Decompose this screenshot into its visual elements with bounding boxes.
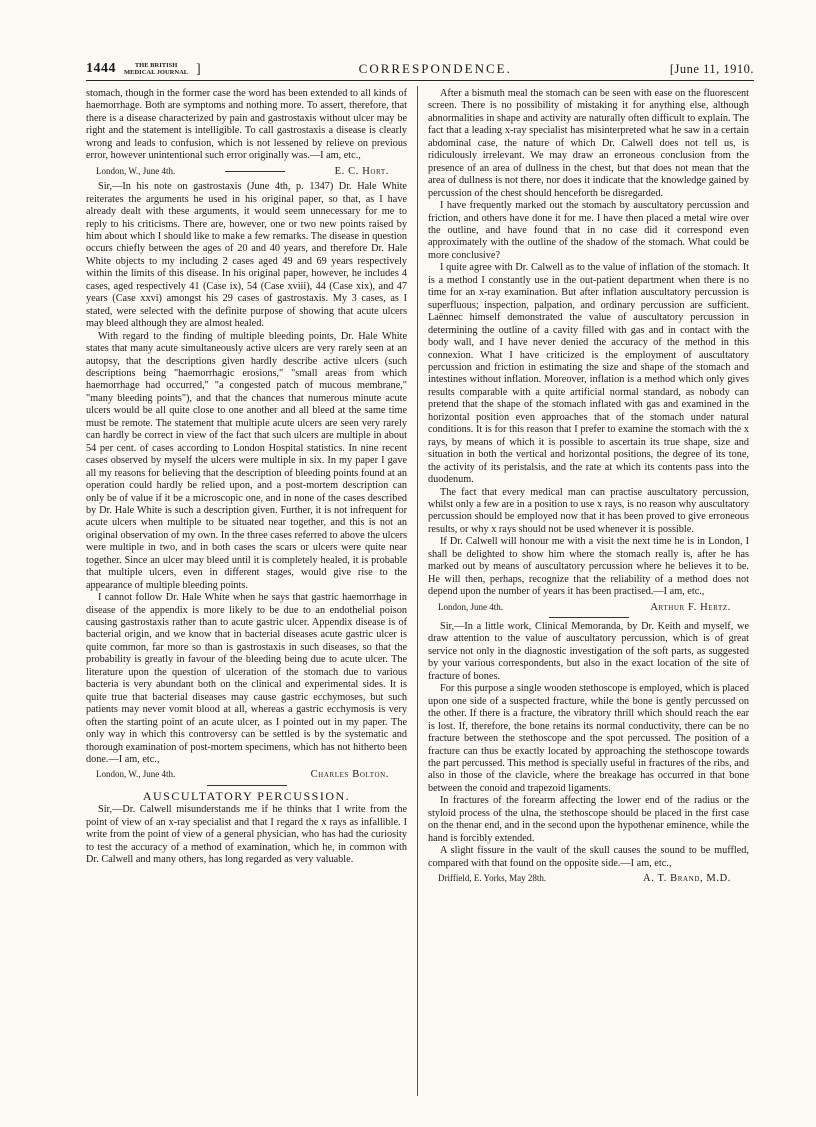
signature-place: London, W., June 4th. (96, 165, 176, 176)
journal-page (86, 58, 754, 1098)
paragraph: With regard to the finding of multiple bleeding points, Dr. Hale White states that many acute simultaneously active ulcers are very rarely seen at an autopsy, that the descriptions given hardly describe active ulcers (such descriptions being "haemorrhagic erosions," "small areas from which haemorrhage had occurred," "a congested patch of mucous membrane," "many bleeding points"), and that the chances that numerous minute acute ulcers would be all quite close to one another and all bleed at the same time must be remote. The statement that multiple acute ulcers are seen very rarely can hardly be correct in view of the fact that such ulcers are multiple in about 54 per cent. of cases according to London Hospital statistics. In nine recent cases observed by myself the ulcers were multiple in six. In my paper I gave all my reasons for believing that the description of bleeding points found at an operation could hardly be relied upon, and a post-mortem description can only be of value if it be a microscopic one, and in none of the cases described by Dr. Hale White is such a description given. Further, it is not infrequent for acute ulcers when multiple to be situated near together, and this is not an original observation of my own. In the three cases referred to above the ulcers were multiple in two, and in both cases the scars or ulcers were quite near together. Since an ulcer may bleed until it is completely healed, it is probable that multiple ulcers, even in different stages, would give rise to the appearance of multiple bleeding points. (86, 330, 407, 591)
paragraph: The fact that every medical man can practise auscultatory percussion, whilst only a few are in a position to use x rays, is no reason why auscultatory percussion should be employed now that it has been proved to give erroneous results, or why x rays should not be used whenever it is possible. (428, 486, 749, 535)
journal-bracket: ] (196, 61, 201, 76)
signature-name: A. T. Brand, M.D. (643, 873, 731, 885)
column-divider (417, 86, 418, 1096)
paragraph: If Dr. Calwell will honour me with a visit the next time he is in London, I shall be delighted to show him where the stomach really is, after he has marked out by means of auscultatory percussion where he believes it to be. He will then, perhaps, recognize that the reliability of a method does not depend upon the number of years it has been practised.—I am, etc., (428, 536, 749, 598)
section-rule (549, 617, 629, 618)
paragraph: In fractures of the forearm affecting the lower end of the radius or the styloid process of the ulna, the stethoscope should be placed in the first case on the thenar end, and in the second upon the hypothenar eminence, while the hand is forcibly extended. (428, 795, 749, 844)
page-number: 1444 (86, 61, 116, 76)
header-left (86, 61, 201, 77)
journal-line-1: THE BRITISH (134, 62, 178, 69)
section-title: CORRESPONDENCE. (358, 61, 512, 76)
paragraph: I have frequently marked out the stomach by auscultatory percussion and friction, and others have done it for me. I have then placed a metal wire over the outline, and have found that in no case did it correspond even approximately with the outline of the shadow of the stomach. What could be more conclusive? (428, 200, 749, 261)
signature-rule (225, 170, 285, 172)
right-column (428, 88, 749, 1093)
left-column (86, 88, 407, 1093)
signature-place: London, June 4th. (438, 601, 503, 612)
article-heading: AUSCULTATORY PERCUSSION. (142, 788, 351, 803)
section-rule (207, 785, 287, 786)
page-header (86, 58, 754, 81)
signature-place: Driffield, E. Yorks, May 28th. (438, 873, 547, 884)
signature-brand (428, 872, 749, 885)
paragraph: Sir,—In a little work, Clinical Memoranda, by Dr. Keith and myself, we draw attention to the value of auscultatory percussion, which is of great service not only in the diagnostic investigation of the soft parts, as suggested by your various correspondents, but also in the exact location of the site of fracture of bones. (428, 621, 749, 682)
signature-bolton (86, 768, 407, 781)
signature-place: London, W., June 4th. (96, 769, 176, 780)
paragraph: I quite agree with Dr. Calwell as to the value of inflation of the stomach. It is a method I constantly use in the out-patient department when there is no time for an x-ray examination. But after inflation auscultatory percussion is superfluous; inspection, palpation, and ordinary percussion are sufficient. Laënnec himself demonstrated the value of auscultatory percussion in determining the outline of a cavity filled with gas and in contact with the body wall, and I have never denied the accuracy of the method in this connexion. What I have criticized is the employment of auscultatory percussion and friction in estimating the size and shape of the stomach and intestines without inflation. Moreover, inflation is a method which only gives results comparable with a quite artificial normal standard, as nobody can pretend that the shape of the stomach inflated with gas and examined in the horizontal position even approaches that of the stomach under natural conditions. It is for this reason that I prefer to examine the stomach with the x rays, by means of which it is possible to ascertain its true shape, size and situation in both the vertical and horizontal positions, the degree of its tone, the activity of its peristalsis, and the rate at which its contents pass into the duodenum. (428, 262, 749, 486)
signature-hort (86, 165, 407, 178)
signature-name: Charles Bolton. (310, 769, 389, 781)
issue-date: [June 11, 1910. (669, 61, 754, 76)
paragraph: Sir,—Dr. Calwell misunderstands me if he thinks that I write from the point of view of an x-ray specialist and that I regard the x rays as infallible. I write from the point of view of a general physician, who has had the curiosity to test the accuracy of a method of examination, which he, in common with Dr. Calwell and many others, has long regarded as very valuable. (86, 804, 407, 866)
paragraph: I cannot follow Dr. Hale White when he says that gastric haemorrhage in disease of the appendix is more likely to be due to an endothelial poison causing gastrostaxis rather than to acute gastric ulcer. Appendix disease is of bacterial origin, and we know that in bacterial diseases acute gastric ulcer is quite common, far more so than is gastrostaxis in such diseases, so that the probability is greatly in favour of the bleeding being due to acute ulcer. The literature upon the question of ulceration of the stomach due to various bacteria is very abundant both on the clinical and experimental sides. It is quite true that bacterial diseases may cause gastric ecchymoses, but such patients may never vomit blood at all, whereas a gastric ecchymosis is very often the starting point of an acute ulcer, as I pointed out in my paper. The only way in which this controversy can be settled is by the systematic and thorough examination of post-mortem specimens, which has not hitherto been done.—I am, etc., (86, 592, 407, 766)
paragraph: Sir,—In his note on gastrostaxis (June 4th, p. 1347) Dr. Hale White reiterates the arguments he used in his original paper, so that, as I have already dealt with these arguments, it would seem unnecessary for me to reply to his criticisms. There are, however, one or two new points raised by him about which I should like to make a few remarks. The disease in question occurs chiefly between the ages of 20 and 40 years, and therefore Dr. Hale White objects to my including 2 cases aged 49 and 69 years respectively within the limits of this disease. In his original paper, however, he includes 4 cases, aged respectively 41 (Case ix), 54 (Case xviii), 44 (Case xix), and 47 years (Case xxvi) amongst his 29 cases of gastrostaxis. My 3 cases, as I stated, were selected with the definite purpose of showing that acute ulcers may bleed although they are almost healed. (86, 181, 407, 330)
journal-name (124, 62, 188, 76)
signature-hertz (428, 601, 749, 614)
signature-name: E. C. Hort. (334, 165, 389, 177)
signature-name: Arthur F. Hertz. (650, 601, 731, 613)
paragraph: After a bismuth meal the stomach can be seen with ease on the fluorescent screen. There is no possibility of mistaking it for anything else, although abnormalities in shape and activity are naturally often difficult to explain. The fact that a leading x-ray specialist has misinterpreted what he saw in a certain abdominal case, the nature of which Dr. Calwell does not tell us, is ridiculously irrelevant. We may draw an erroneous conclusion from the presence of an area of dullness in the chest, but that does not mean that the area of dullness is not there, nor does it indicate that the knowledge gained by percussion of the chest should henceforth be disregarded. (428, 88, 749, 199)
paragraph: For this purpose a single wooden stethoscope is employed, which is placed upon one side of a suspected fracture, while the bone is gently percussed on the other. If there is a fracture, the vibratory thrill which should reach the ear is lost. If, therefore, the bone retains its normal conductivity, there can be no fracture between the stethoscope and the spot percussed. The position of a fracture can thus be exactly located by approaching the stethoscope towards the part percussed. This method is specially useful in fractures of the ribs, and also in those of the clavicle, where the breakage has occurred in that bone between the conoid and trapezoid ligaments. (428, 683, 749, 794)
journal-line-2: MEDICAL JOURNAL (124, 69, 189, 76)
paragraph: stomach, though in the former case the word has been extended to all kinds of haemorrhage. Both are symptoms and nothing more. To assert, therefore, that there is a disease characterized by pain and gastrostaxis without ulcer may be right and the statement is intelligible. To call gastrostaxis a disease is clearly wrong and leads to confusion, which is not lessened by relieve on previous error, however unintentional such error originally was.—I am, etc., (86, 88, 407, 162)
paragraph: A slight fissure in the vault of the skull causes the sound to be muffled, compared with that found on the opposite side.—I am, etc., (428, 845, 749, 869)
